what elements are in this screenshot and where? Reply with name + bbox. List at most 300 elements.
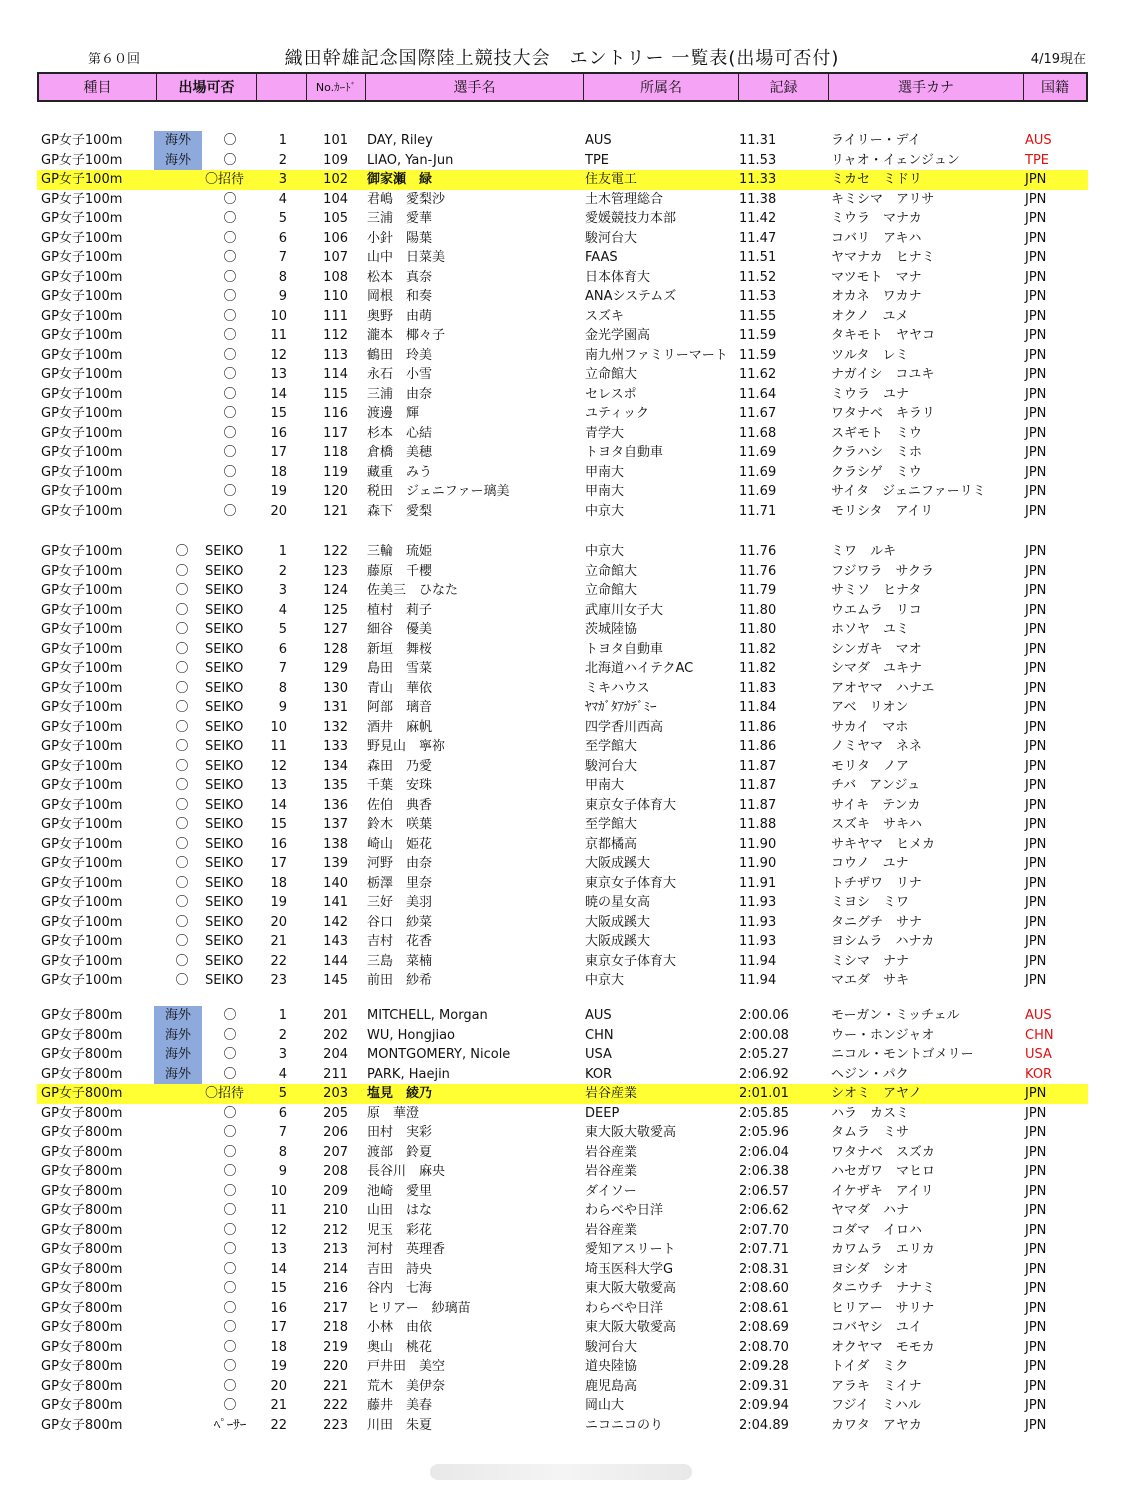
entry-number-cell: 2 [278,152,287,168]
record-cell: 11.86 [739,739,777,754]
athlete-kana-cell: カワムラ エリカ [831,1242,935,1257]
card-number-cell: 128 [323,641,348,657]
nationality-cell: JPN [1025,973,1047,988]
affiliation-cell: ユティック [585,406,649,421]
eligibility-mark: 〇 [223,464,237,480]
card-number-cell: 210 [323,1203,348,1218]
record-cell: 2:06.04 [739,1144,789,1160]
nationality-cell: JPN [1025,1320,1047,1335]
affiliation-cell: 東大阪大敬愛高 [585,1320,677,1335]
event-cell: GP女子100m [41,308,123,324]
nationality-cell: JPN [1025,719,1047,735]
athlete-kana-cell: シオミ アヤノ [831,1086,922,1101]
event-cell: GP女子100m [41,172,123,187]
entry-number-cell: 14 [270,386,287,402]
nationality-cell: JPN [1025,191,1047,207]
header-event: 種目 [39,74,157,100]
card-number-cell: 212 [323,1222,348,1238]
affiliation-cell: 至学館大 [585,739,638,754]
athlete-name-cell: 前田 紗希 [367,973,433,988]
eligibility-mark: 〇 [223,230,237,246]
athlete-name-cell: 藤井 美春 [367,1398,433,1413]
card-number-cell: 137 [323,817,348,832]
event-cell: GP女子100m [41,817,123,832]
nationality-cell: JPN [1025,1222,1047,1238]
event-cell: GP女子100m [41,289,123,304]
exemption-cell: SEIKO [205,622,244,637]
card-number-cell: 119 [323,464,348,480]
card-number-cell: 202 [323,1027,348,1043]
athlete-name-cell: 藤原 千櫻 [367,563,433,579]
table-row [37,1084,1088,1104]
athlete-name-cell: 三島 菜楠 [367,953,433,969]
table-row [37,463,1088,483]
header-record: 記録 [739,74,829,100]
table-row [37,1299,1088,1319]
table-row [37,151,1088,171]
event-cell: GP女子100m [41,445,123,460]
table-row [37,346,1088,366]
event-cell: GP女子100m [41,544,123,559]
exemption-cell: SEIKO [205,680,244,696]
event-cell: GP女子100m [41,583,123,598]
affiliation-cell: 岩谷産業 [585,1222,638,1238]
event-cell: GP女子100m [41,563,123,579]
table-row [37,601,1088,621]
record-cell: 11.90 [739,856,777,871]
record-cell: 11.51 [739,250,777,265]
eligibility-mark: 〇 [175,934,189,949]
event-cell: GP女子800m [41,1242,123,1257]
card-number-cell: 219 [323,1339,348,1355]
record-cell: 2:00.06 [739,1008,789,1023]
event-cell: GP女子100m [41,191,123,207]
table-row [37,581,1088,601]
record-cell: 2:04.89 [739,1417,789,1433]
nationality-cell: USA [1025,1047,1052,1062]
nationality-cell: AUS [1025,133,1052,148]
card-number-cell: 116 [323,406,348,421]
affiliation-cell: TPE [585,152,609,168]
eligibility-mark: 〇 [223,152,237,168]
table-row [37,971,1088,991]
table-row [37,229,1088,249]
entry-number-cell: 21 [270,934,287,949]
affiliation-cell: 東京女子体育大 [585,953,677,969]
athlete-name-cell: 植村 莉子 [367,602,433,618]
entry-number-cell: 5 [278,622,287,637]
entry-number-cell: 6 [278,230,287,246]
table-row [37,776,1088,796]
entry-number-cell: 7 [278,250,287,265]
eligibility-mark: 〇 [223,1066,237,1082]
record-cell: 2:07.70 [739,1222,789,1238]
record-cell: 11.38 [739,191,777,207]
table-header [37,72,1088,102]
table-row [37,893,1088,913]
table-row [37,757,1088,777]
exemption-cell: SEIKO [205,836,244,852]
athlete-kana-cell: ミカセ ミドリ [831,172,923,187]
entry-number-cell: 8 [278,269,287,285]
entry-number-cell: 9 [278,289,287,304]
athlete-kana-cell: ノミヤマ ネネ [831,739,923,754]
nationality-cell: JPN [1025,406,1047,421]
athlete-name-cell: 永石 小雪 [367,367,433,382]
affiliation-cell: 大阪成蹊大 [585,934,651,949]
card-number-cell: 111 [323,308,348,324]
card-number-cell: 124 [323,583,348,598]
entry-number-cell: 6 [278,1105,287,1121]
record-cell: 11.93 [739,934,777,949]
entry-number-cell: 11 [270,1203,287,1218]
nationality-cell: JPN [1025,289,1047,304]
entry-number-cell: 18 [270,1339,287,1355]
event-cell: GP女子100m [41,406,123,421]
eligibility-mark: 〇 [175,739,189,754]
affiliation-cell: 駿河台大 [585,1339,638,1355]
athlete-kana-cell: サカイ マホ [831,719,909,735]
athlete-kana-cell: ウエムラ リコ [831,602,922,618]
document-title: 織田幹雄記念国際陸上競技大会 エントリー 一覧表(出場可否付) [284,48,840,69]
affiliation-cell: 愛知アスリート [585,1242,676,1257]
affiliation-cell: ﾔﾏｶﾞﾀｱｶﾃﾞﾐｰ [585,700,657,715]
exemption-cell: SEIKO [205,953,244,969]
athlete-kana-cell: サミソ ヒナタ [831,583,922,598]
record-cell: 11.42 [739,211,777,226]
nationality-cell: JPN [1025,1339,1047,1355]
table-row [37,815,1088,835]
athlete-kana-cell: タニグチ サナ [831,914,923,930]
entry-number-cell: 10 [270,308,287,324]
event-cell: GP女子100m [41,778,123,793]
table-row [37,1221,1088,1241]
nationality-cell: JPN [1025,386,1047,402]
eligibility-mark: 〇 [223,1281,237,1296]
entry-number-cell: 2 [278,563,287,579]
athlete-name-cell: 三浦 由奈 [367,386,433,402]
card-number-cell: 125 [323,602,348,618]
record-cell: 11.47 [739,230,777,246]
event-cell: GP女子100m [41,641,123,657]
athlete-kana-cell: シマダ ユキナ [831,661,923,676]
record-cell: 11.94 [739,973,777,988]
entry-number-cell: 13 [270,1242,287,1257]
affiliation-cell: 大阪成蹊大 [585,856,651,871]
exemption-cell: SEIKO [205,895,244,910]
athlete-kana-cell: シンガキ マオ [831,641,922,657]
event-cell: GP女子800m [41,1144,123,1160]
affiliation-cell: 暁の星女高 [585,895,651,910]
entry-number-cell: 16 [270,425,287,441]
athlete-kana-cell: ヘジン・パク [831,1066,909,1082]
event-cell: GP女子800m [41,1183,123,1199]
table-row [37,248,1088,268]
exemption-cell: SEIKO [205,661,244,676]
card-number-cell: 120 [323,484,348,499]
exemption-cell: SEIKO [205,583,244,598]
event-cell: GP女子800m [41,1086,123,1101]
athlete-name-cell: 谷内 七海 [367,1281,433,1296]
athlete-name-cell: DAY, Riley [367,133,433,148]
card-number-cell: 101 [323,133,348,148]
nationality-cell: JPN [1025,1300,1047,1316]
record-cell: 11.90 [739,836,777,852]
table-row [37,1045,1088,1065]
card-number-cell: 216 [323,1281,348,1296]
card-number-cell: 203 [323,1086,348,1101]
event-cell: GP女子800m [41,1378,123,1394]
record-cell: 11.55 [739,308,777,324]
exemption-cell: SEIKO [205,719,244,735]
eligibility-mark: 〇 [223,1183,237,1199]
table-row [37,1416,1088,1436]
eligibility-mark: 〇 [175,700,189,715]
eligibility-mark: 〇 [223,1398,237,1413]
header-name: 選手名 [366,74,584,100]
event-cell: GP女子100m [41,211,123,226]
athlete-name-cell: 杉本 心結 [367,425,433,441]
affiliation-cell: 大阪成蹊大 [585,914,651,930]
overseas-badge: 海外 [154,1026,202,1046]
card-number-cell: 217 [323,1300,348,1316]
event-cell: GP女子800m [41,1398,123,1413]
table-row [37,1065,1088,1085]
table-row [37,913,1088,933]
record-cell: 11.80 [739,602,777,618]
eligibility-mark: 〇 [175,817,189,832]
table-row [37,365,1088,385]
nationality-cell: JPN [1025,680,1047,696]
affiliation-cell: CHN [585,1027,614,1043]
card-number-cell: 141 [323,895,348,910]
eligibility-mark: 〇 [175,544,189,559]
athlete-name-cell: 三浦 愛華 [367,211,433,226]
event-cell: GP女子800m [41,1105,123,1121]
exemption-cell: SEIKO [205,563,244,579]
card-number-cell: 138 [323,836,348,852]
eligibility-mark: 〇 [223,1144,237,1160]
table-row [37,131,1088,151]
athlete-kana-cell: ウー・ホンジャオ [831,1027,935,1043]
card-number-cell: 132 [323,719,348,735]
record-cell: 2:05.85 [739,1105,789,1121]
table-row [37,502,1088,522]
record-cell: 2:08.69 [739,1320,789,1335]
athlete-name-cell: 長谷川 麻央 [367,1164,446,1179]
athlete-name-cell: 酒井 麻帆 [367,719,433,735]
record-cell: 2:07.71 [739,1242,789,1257]
athlete-kana-cell: ヨシムラ ハナカ [831,934,935,949]
athlete-kana-cell: ワタナベ スズカ [831,1144,935,1160]
record-cell: 2:09.31 [739,1378,789,1394]
nationality-cell: JPN [1025,328,1047,343]
affiliation-cell: 青学大 [585,425,625,441]
event-cell: GP女子100m [41,484,123,499]
athlete-kana-cell: クラハシ ミホ [831,445,923,460]
event-cell: GP女子100m [41,464,123,480]
exemption-cell: SEIKO [205,602,244,618]
event-cell: GP女子100m [41,739,123,754]
record-cell: 11.86 [739,719,777,735]
athlete-name-cell: 塩見 綾乃 [367,1086,433,1101]
athlete-name-cell: 奥野 由萌 [367,308,433,324]
nationality-cell: JPN [1025,1261,1047,1277]
athlete-name-cell: 岡根 和奏 [367,289,433,304]
affiliation-cell: 南九州ファミリーマート [585,347,728,363]
exemption-cell: SEIKO [205,914,244,930]
nationality-cell: JPN [1025,347,1047,363]
nationality-cell: JPN [1025,1281,1047,1296]
eligibility-mark: 〇 [223,484,237,499]
record-cell: 11.93 [739,895,777,910]
table-row [37,209,1088,229]
athlete-name-cell: 松本 真奈 [367,269,433,285]
nationality-cell: JPN [1025,230,1047,246]
table-row [37,1162,1088,1182]
record-cell: 11.76 [739,563,777,579]
athlete-kana-cell: ツルタ レミ [831,347,909,363]
record-cell: 11.84 [739,700,777,715]
table-row [37,932,1088,952]
athlete-kana-cell: フジワラ サクラ [831,563,934,579]
athlete-kana-cell: ミワ ルキ [831,544,897,559]
athlete-kana-cell: ミウラ ユナ [831,386,910,402]
affiliation-cell: 愛媛競技力本部 [585,211,677,226]
affiliation-cell: 甲南大 [585,778,625,793]
event-cell: GP女子800m [41,1339,123,1355]
entry-number-cell: 2 [278,1027,287,1043]
athlete-kana-cell: オクノ ユメ [831,308,909,324]
nationality-cell: AUS [1025,1008,1052,1023]
header-nationality: 国籍 [1041,80,1069,96]
athlete-name-cell: 佐伯 典香 [367,797,433,813]
athlete-kana-cell: ライリー・デイ [831,133,921,148]
event-cell: GP女子800m [41,1281,123,1296]
event-cell: GP女子800m [41,1027,123,1043]
table-row [37,1104,1088,1124]
exemption-cell: SEIKO [205,700,244,715]
entry-number-cell: 4 [278,602,287,618]
card-number-cell: 134 [323,758,348,774]
athlete-name-cell: 島田 雪菜 [367,661,433,676]
athlete-kana-cell: イケザキ アイリ [831,1183,934,1199]
table-row [37,640,1088,660]
record-cell: 2:06.38 [739,1164,789,1179]
entry-number-cell: 5 [278,211,287,226]
athlete-name-cell: 君嶋 愛梨沙 [367,191,446,207]
athlete-name-cell: 御家瀬 緑 [367,172,433,187]
table-row [37,679,1088,699]
entry-number-cell: 17 [270,1320,287,1335]
athlete-name-cell: 倉橋 美穂 [367,445,433,460]
record-cell: 11.59 [739,347,777,363]
nationality-cell: JPN [1025,269,1047,285]
nationality-cell: JPN [1025,953,1047,969]
table-row [37,1318,1088,1338]
eligibility-mark: 〇 [175,719,189,735]
entry-number-cell: 13 [270,778,287,793]
entry-number-cell: 18 [270,464,287,480]
eligibility-mark: 〇 [223,289,237,304]
nationality-cell: JPN [1025,622,1047,637]
card-number-cell: 222 [323,1398,348,1413]
athlete-name-cell: 森田 乃愛 [367,758,433,774]
card-number-cell: 102 [323,172,348,187]
entry-number-cell: 20 [270,914,287,930]
affiliation-cell: USA [585,1047,612,1062]
affiliation-cell: 道央陸協 [585,1359,638,1374]
entry-number-cell: 20 [270,503,287,519]
entry-number-cell: 11 [270,328,287,343]
header-card: No.ｶｰﾄﾞ [307,74,366,100]
event-cell: GP女子100m [41,602,123,618]
entry-number-cell: 19 [270,895,287,910]
athlete-kana-cell: モーガン・ミッチェル [831,1008,960,1023]
athlete-name-cell: 青山 華依 [367,680,433,696]
entry-number-cell: 7 [278,661,287,676]
table-row [37,1026,1088,1046]
entry-number-cell: 3 [278,1047,287,1062]
athlete-name-cell: 谷口 紗菜 [367,914,433,930]
nationality-cell: JPN [1025,1125,1047,1140]
eligibility-mark: 〇 [223,347,237,363]
event-cell: GP女子100m [41,230,123,246]
record-cell: 11.59 [739,328,777,343]
entry-number-cell: 6 [278,641,287,657]
entry-number-cell: 10 [270,1183,287,1199]
table-row [37,1279,1088,1299]
athlete-kana-cell: マツモト マナ [831,269,922,285]
exemption-cell: SEIKO [205,875,244,891]
table-row [37,1182,1088,1202]
eligibility-mark: 〇 [223,1164,237,1179]
blurred-watermark [430,1464,692,1480]
nationality-cell: JPN [1025,661,1047,676]
record-cell: 2:08.61 [739,1300,789,1316]
card-number-cell: 123 [323,563,348,579]
exemption-cell: SEIKO [205,641,244,657]
card-number-cell: 135 [323,778,348,793]
affiliation-cell: トヨタ自動車 [585,445,664,460]
athlete-name-cell: 田村 実彩 [367,1125,433,1140]
nationality-cell: JPN [1025,914,1047,930]
record-cell: 2:08.70 [739,1339,789,1355]
entry-number-cell: 15 [270,1281,287,1296]
record-cell: 11.82 [739,661,777,676]
entry-number-cell: 1 [278,1008,287,1023]
athlete-kana-cell: タキモト ヤヤコ [831,328,936,343]
entry-number-cell: 15 [270,406,287,421]
athlete-name-cell: 森下 愛梨 [367,503,433,519]
eligibility-mark: 〇 [175,875,189,891]
card-number-cell: 104 [323,191,348,207]
event-cell: GP女子800m [41,1047,123,1062]
entry-number-cell: 19 [270,1359,287,1374]
overseas-badge: 海外 [154,151,202,171]
exemption-cell: SEIKO [205,973,244,988]
table-row [37,443,1088,463]
athlete-kana-cell: ミシマ ナナ [831,953,910,969]
event-cell: GP女子800m [41,1066,123,1082]
athlete-kana-cell: フジイ ミハル [831,1398,921,1413]
card-number-cell: 114 [323,367,348,382]
record-cell: 2:09.94 [739,1398,789,1413]
affiliation-cell: 中京大 [585,973,625,988]
athlete-kana-cell: ヤマナカ ヒナミ [831,250,935,265]
entry-number-cell: 21 [270,1398,287,1413]
exemption-cell: SEIKO [205,778,244,793]
